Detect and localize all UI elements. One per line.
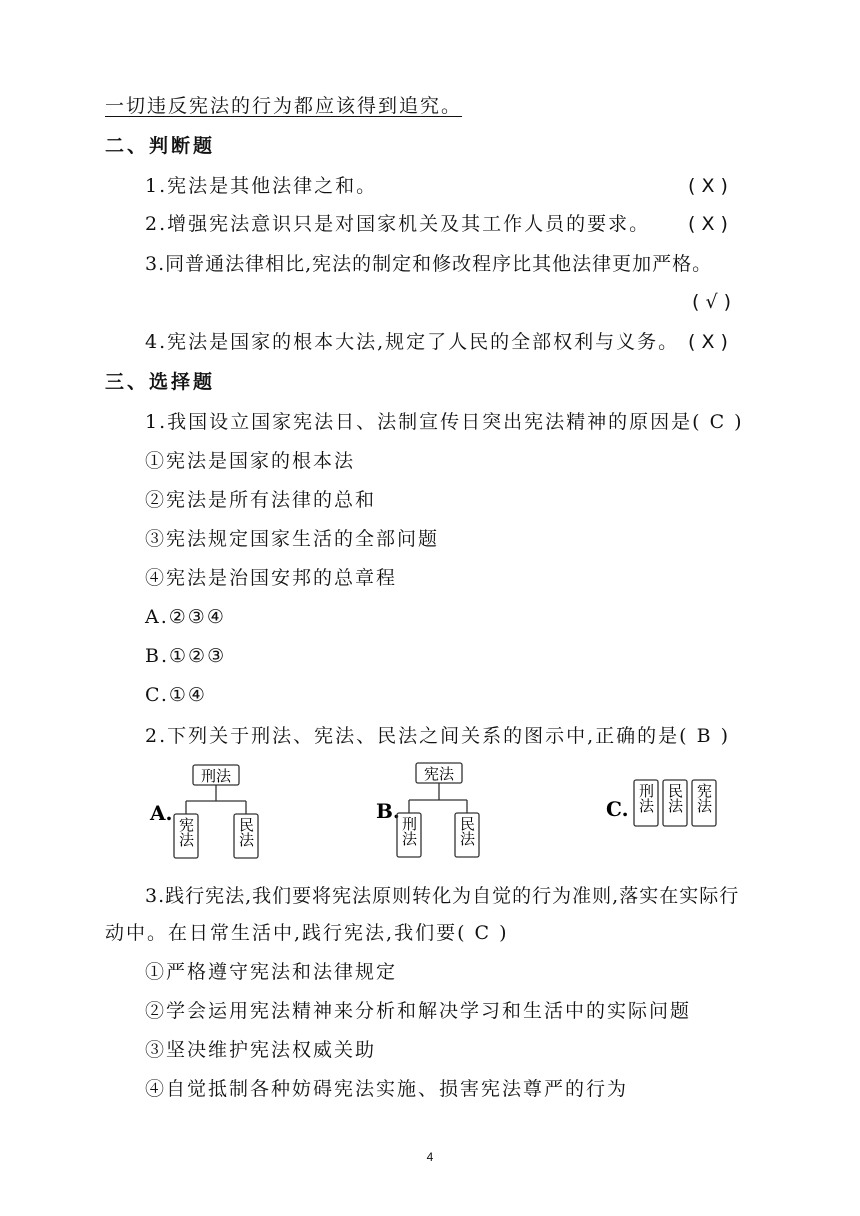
diagram-b-left: 刑法 — [400, 816, 418, 846]
q2-stem: 2.下列关于刑法、宪法、民法之间关系的图示中,正确的是( B ) — [145, 725, 731, 747]
diagram-a-top: 刑法 — [200, 767, 232, 785]
q3-stem-line2: 动中。在日常生活中,践行宪法,我们要( C ) — [105, 922, 509, 944]
diagram-c-box-1: 刑法 — [637, 783, 655, 813]
diagram-c-box-3: 宪法 — [695, 783, 713, 813]
tf-item-4: 4.宪法是国家的根本大法,规定了人民的全部权利与义务。 — [145, 331, 680, 353]
section-heading-true-false: 二、判断题 — [105, 135, 216, 157]
q3-option: ③坚决维护宪法权威关助 — [145, 1039, 377, 1061]
tf-answer-2: ( X ) — [688, 213, 728, 235]
diagram-a-right: 民法 — [237, 817, 255, 847]
q1-option: B.①②③ — [145, 645, 227, 667]
q1-option: ③宪法规定国家生活的全部问题 — [145, 528, 440, 550]
diagram-c-box-2: 民法 — [666, 783, 684, 813]
diagram-a-left: 宪法 — [177, 817, 195, 847]
q1-option: ④宪法是治国安邦的总章程 — [145, 567, 398, 589]
page-number: 4 — [426, 1150, 434, 1164]
law-relation-diagram — [140, 758, 750, 872]
q1-option: C.①④ — [145, 684, 207, 706]
diagram-c-label: C. — [606, 797, 629, 821]
tf-item-3: 3.同普通法律相比,宪法的制定和修改程序比其他法律更加严格。 — [145, 253, 713, 275]
q3-option: ①严格遵守宪法和法律规定 — [145, 961, 398, 983]
section-heading-choice: 三、选择题 — [105, 371, 216, 393]
tf-answer-4: ( X ) — [688, 331, 728, 353]
diagram-b-right: 民法 — [458, 816, 476, 846]
tf-item-2: 2.增强宪法意识只是对国家机关及其工作人员的要求。 — [145, 213, 651, 235]
q1-option: A.②③④ — [145, 606, 226, 628]
q3-option: ②学会运用宪法精神来分析和解决学习和生活中的实际问题 — [145, 1000, 692, 1022]
tf-item-1: 1.宪法是其他法律之和。 — [145, 175, 378, 197]
q3-option: ④自觉抵制各种妨碍宪法实施、损害宪法尊严的行为 — [145, 1078, 629, 1100]
q1-stem: 1.我国设立国家宪法日、法制宣传日突出宪法精神的原因是( C ) — [145, 411, 744, 433]
diagram-a-label: A. — [150, 801, 173, 825]
diagram-b-top: 宪法 — [423, 765, 455, 783]
diagram-b-label: B. — [376, 799, 400, 823]
tf-answer-3: ( √ ) — [692, 291, 732, 313]
q1-option: ②宪法是所有法律的总和 — [145, 489, 377, 511]
intro-line: 一切违反宪法的行为都应该得到追究。 — [105, 95, 463, 117]
tf-answer-1: ( X ) — [688, 175, 728, 197]
q3-stem-line1: 3.践行宪法,我们要将宪法原则转化为自觉的行为准则,落实在实际行 — [145, 885, 740, 907]
q1-option: ①宪法是国家的根本法 — [145, 450, 356, 472]
